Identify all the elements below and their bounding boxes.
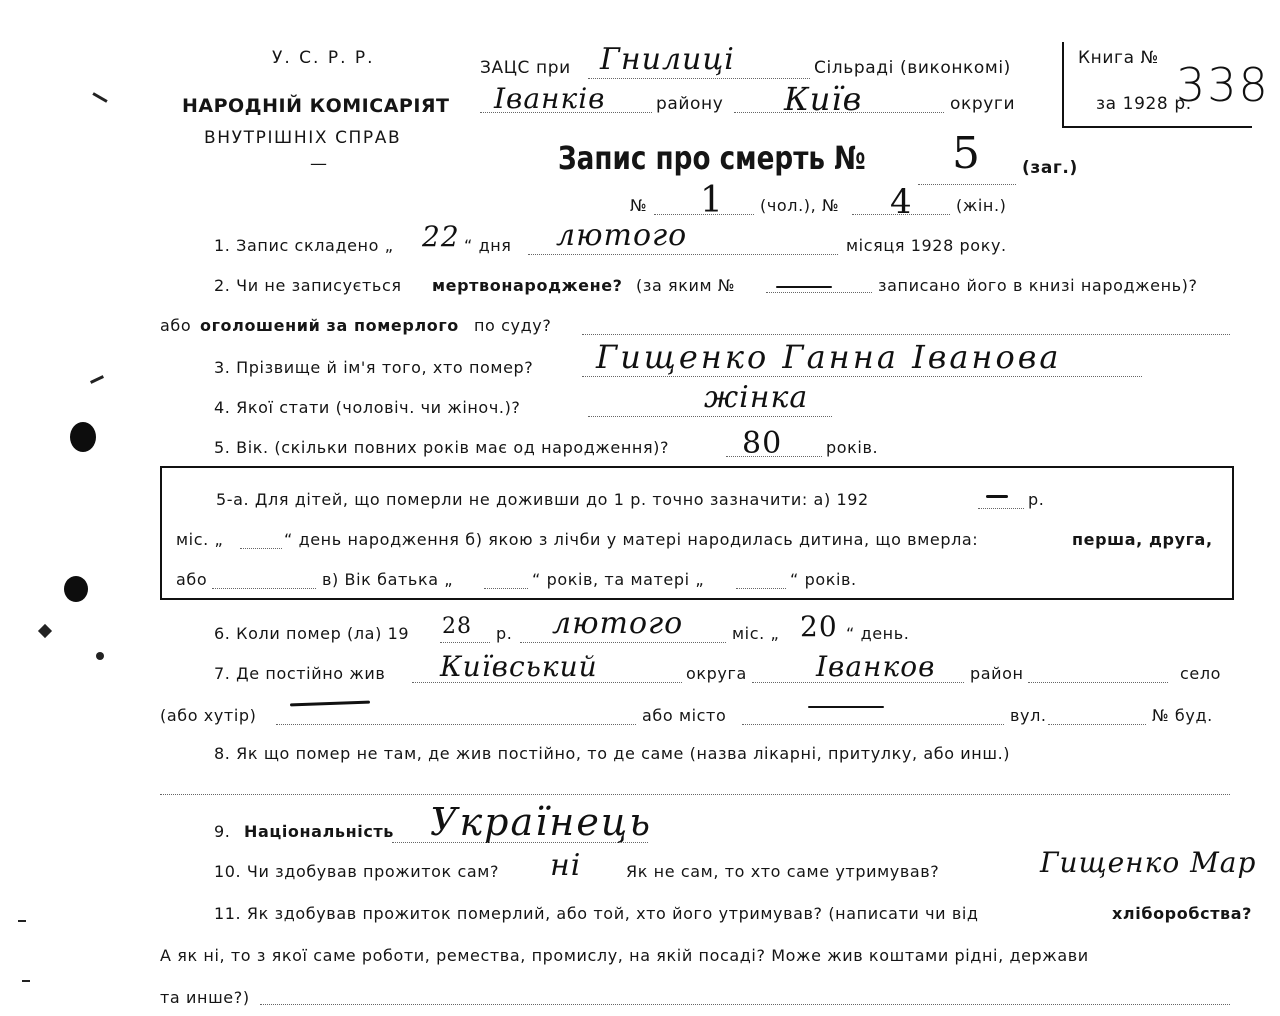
raion-label: району (656, 94, 724, 114)
sex-value: жінка (704, 380, 809, 415)
field-7-raion-line (752, 682, 964, 683)
field-9-nationality-label: Національність (244, 822, 395, 841)
field-7-vul: вул. (1010, 706, 1047, 725)
field-7-misto: або місто (642, 706, 727, 725)
field-6-label: 6. Коли помер (ла) 19 (214, 624, 410, 643)
box-mother-line (736, 588, 786, 589)
zags-label: ЗАЦС при (480, 58, 571, 78)
field-1-label: 1. Запис складено „ (214, 236, 394, 255)
box-line-1-year: р. (1028, 490, 1045, 509)
field-2-by-court: по суду? (474, 316, 552, 335)
number-sign: № (630, 196, 648, 215)
book-box-bottom-border (1062, 126, 1252, 128)
okruh-value: Київ (784, 80, 863, 118)
field-7-hutir-dash (290, 701, 370, 707)
female-number-value: 4 (890, 182, 913, 222)
field-2-court-line (582, 334, 1230, 335)
paper-mark-2 (90, 375, 104, 384)
department-heading: ВНУТРІШНІХ СПРАВ (204, 128, 402, 148)
zags-village-value: Гнилиці (600, 42, 735, 77)
supporter-value: Гищенко Мар (1040, 846, 1257, 879)
field-5-unit: років. (826, 438, 879, 457)
field-2-birth-no: (за яким № (636, 276, 736, 295)
box-year-line (978, 508, 1024, 509)
paper-mark-5 (18, 920, 26, 922)
field-7-vul-line (1048, 724, 1146, 725)
field-9-number: 9. (214, 822, 231, 841)
box-year-dash (986, 495, 1008, 498)
book-year-label: за 1928 р. (1096, 94, 1192, 114)
field-2-declared-dead: оголошений за померлого (200, 316, 459, 335)
paper-mark-6 (22, 980, 30, 982)
paper-mark-4 (96, 652, 104, 660)
field-4-label: 4. Якої стати (чоловіч. чи жіноч.)? (214, 398, 521, 417)
box-line-2-text: “ день народження б) якою з лічби у матері народилась дитина, що вмерла: (284, 530, 979, 549)
field-11-label: 11. Як здобував прожиток померлий, або той, хто його утримував? (написати чи від (214, 904, 979, 923)
nationality-value: Українець (430, 800, 653, 844)
box-line-3-mother: “ років, та матері „ (532, 570, 705, 589)
field-2-birth-no-dash (776, 286, 832, 288)
field-8-line (160, 794, 1230, 795)
field-2-or: або (160, 316, 192, 335)
field-7-misto-line (742, 724, 1004, 725)
box-month-line (240, 548, 282, 549)
field-6-month-suffix: міс. „ (732, 624, 780, 643)
zags-village-line (588, 78, 810, 79)
box-line-2-month: міс. „ (176, 530, 224, 549)
male-number-value: 1 (700, 180, 724, 221)
book-box-left-border (1062, 42, 1064, 128)
field-10-who-supported: Як не сам, то хто саме утримував? (626, 862, 940, 881)
record-number-value: 5 (952, 128, 981, 179)
field-6-month-line (520, 642, 726, 643)
field-2-stillborn: мертвонароджене? (432, 276, 623, 295)
self-support-value: ні (550, 848, 582, 883)
field-1-year-text: місяця 1928 року. (846, 236, 1007, 255)
field-1-day-value: 22 (422, 220, 460, 253)
field-11-line-3: та инше?) (160, 988, 250, 1007)
okruh-line (734, 112, 944, 113)
field-7-bud: № буд. (1152, 706, 1213, 725)
field-6-day-suffix: “ день. (846, 624, 910, 643)
field-2-registered-text: записано його в книзі народжень)? (878, 276, 1198, 295)
age-value: 80 (742, 426, 783, 461)
field-10-label: 10. Чи здобував прожиток сам? (214, 862, 500, 881)
box-line-1: 5-а. Для дітей, що померли не доживши до 1 р. точно зазначити: а) 192 (216, 490, 869, 509)
field-9-line (392, 842, 648, 843)
record-number-line (918, 184, 1016, 185)
okruh-label: округи (950, 94, 1016, 114)
box-father-line (484, 588, 528, 589)
field-5-line (726, 456, 822, 457)
punch-hole-bottom (64, 576, 88, 602)
ussr-heading: У. С. Р. Р. (272, 48, 375, 68)
residence-okruh-value: Київський (440, 650, 598, 683)
record-zag-label: (заг.) (1022, 158, 1078, 178)
field-2-label: 2. Чи не записується (214, 276, 402, 295)
paper-mark-1 (92, 92, 107, 103)
field-1-day-suffix: “ дня (464, 236, 512, 255)
commissariat-heading: НАРОДНІЙ КОМІСАРІЯТ (182, 95, 450, 117)
male-label: (чол.), № (760, 196, 840, 215)
field-7-selo-line (1028, 682, 1168, 683)
field-7-label: 7. Де постійно жив (214, 664, 386, 683)
field-3-line (582, 376, 1142, 377)
field-7-misto-dash (808, 706, 884, 708)
field-4-line (588, 416, 832, 417)
female-label: (жін.) (956, 196, 1007, 215)
paper-mark-3 (38, 624, 52, 638)
box-line-3-or: або (176, 570, 208, 589)
box-birth-order: перша, друга, (1072, 530, 1213, 549)
field-1-month-line (528, 254, 838, 255)
male-number-line (654, 214, 754, 215)
field-11-agriculture: хліборобства? (1112, 904, 1253, 923)
box-line-3-father: в) Вік батька „ (322, 570, 454, 589)
field-7-hutir: (або хутір) (160, 706, 257, 725)
selrada-label: Сільраді (виконкомі) (814, 58, 1011, 78)
field-2-birth-no-line (766, 292, 872, 293)
field-6-year-suffix: р. (496, 624, 513, 643)
box-or-line (212, 588, 316, 589)
female-number-line (852, 214, 950, 215)
raion-line (480, 112, 652, 113)
field-5-label: 5. Вік. (скільки повних років має од народження)? (214, 438, 670, 457)
header-dash: — (310, 154, 328, 174)
box-line-3-end: “ років. (790, 570, 857, 589)
field-3-label: 3. Прізвище й ім'я того, хто помер? (214, 358, 534, 377)
field-11-line-2: А як ні, то з якої саме роботи, ремества, промислу, на якій посаді? Може жив коштами рідні, держави (160, 946, 1089, 965)
death-month-value: лютого (552, 606, 684, 641)
punch-hole-top (70, 422, 96, 452)
field-7-okruh: округа (686, 664, 747, 683)
book-label: Книга № (1078, 48, 1159, 68)
deceased-name-value: Гищенко Ганна Іванова (596, 338, 1062, 376)
field-8-label: 8. Як що помер не там, де жив постійно, то де саме (назва лікарні, притулку, або инш.) (214, 744, 1011, 763)
record-title: Запис про смерть № (558, 139, 866, 177)
residence-raion-value: Іванков (816, 650, 936, 683)
book-number-value: 338 (1176, 58, 1270, 112)
field-1-month-value: лютого (556, 218, 688, 253)
field-7-selo: село (1180, 664, 1222, 683)
field-6-year-line (440, 642, 490, 643)
raion-value: Іванків (494, 82, 606, 115)
death-day-value: 20 (800, 610, 838, 643)
field-7-okruh-line (412, 682, 682, 683)
death-year-value: 28 (442, 614, 472, 639)
field-7-raion: район (970, 664, 1024, 683)
field-11-answer-line (260, 1004, 1230, 1005)
field-7-hutir-line (276, 724, 636, 725)
